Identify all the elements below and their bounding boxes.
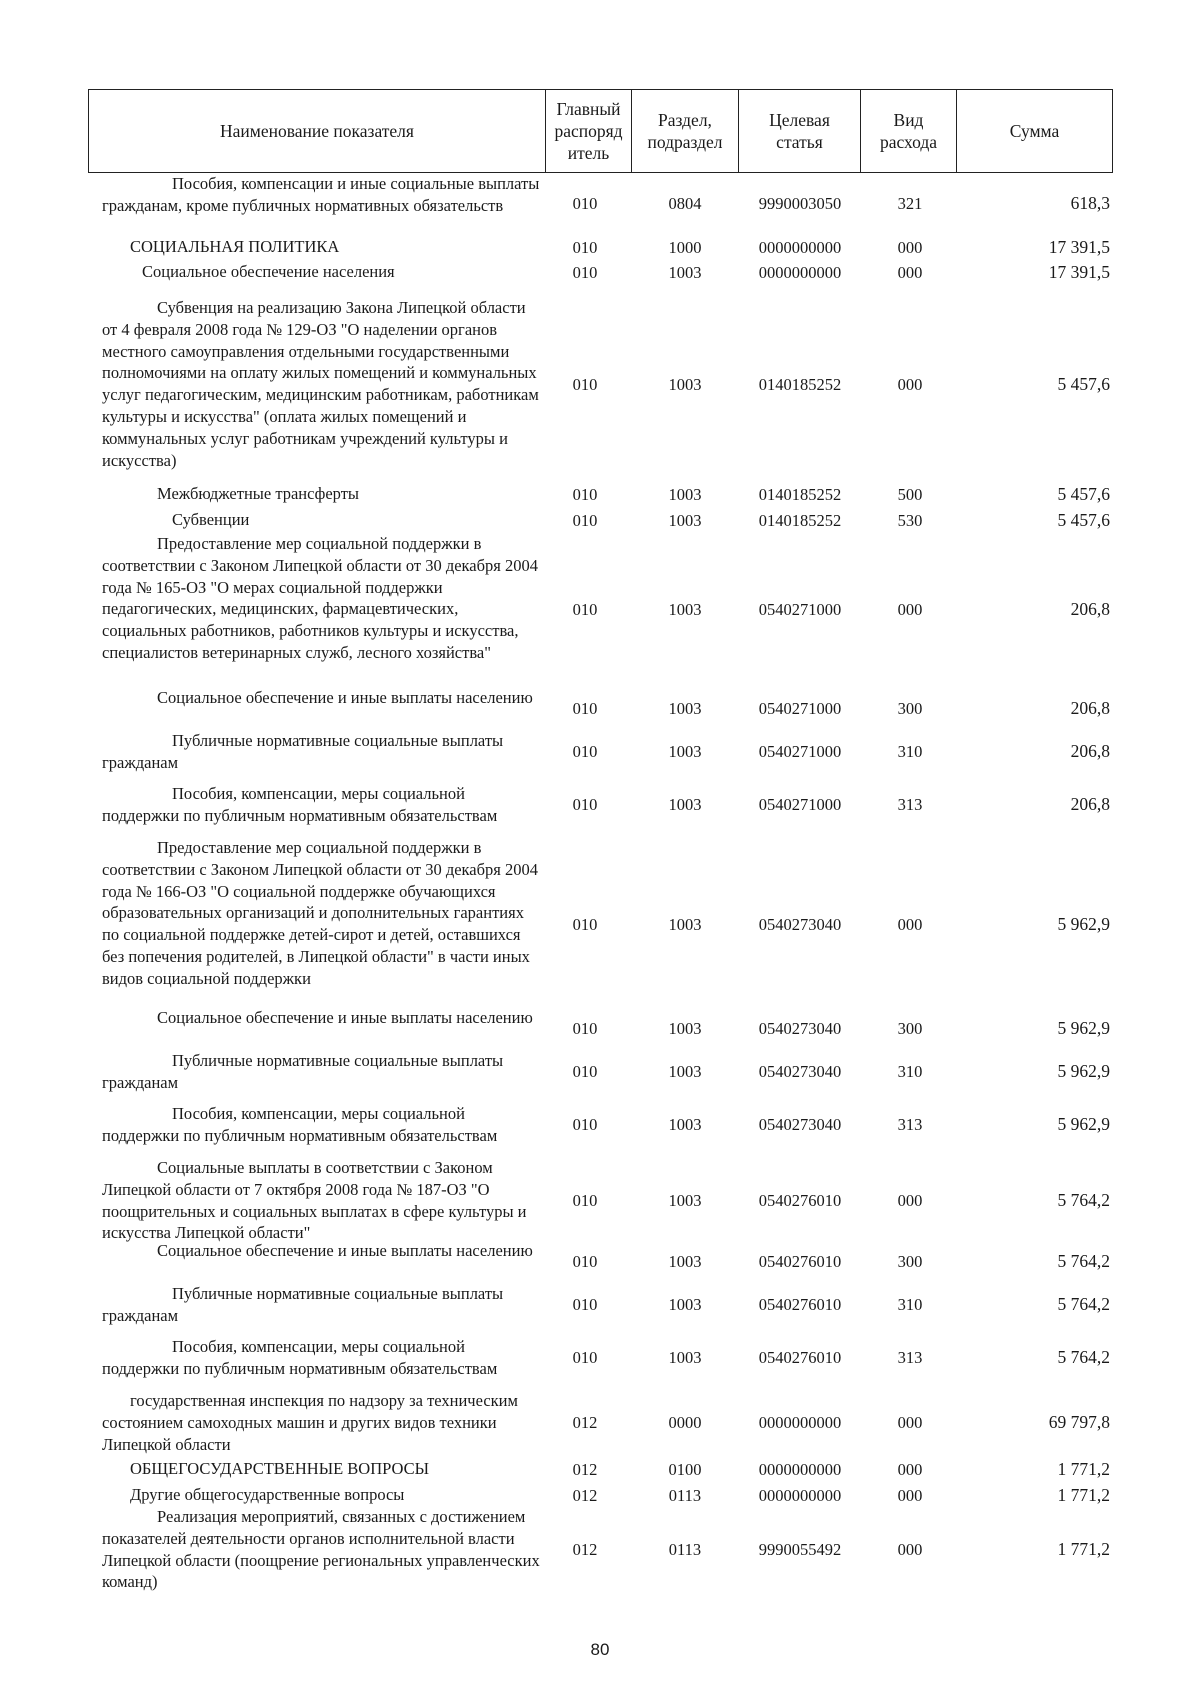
row-sum: 5 764,2 xyxy=(1057,1190,1110,1211)
row-vid: 000 xyxy=(897,1486,923,1506)
row-vid: 000 xyxy=(897,1191,923,1211)
row-cel: 0540276010 xyxy=(758,1191,842,1211)
row-sum: 206,8 xyxy=(1070,741,1110,762)
row-glav: 010 xyxy=(572,742,598,762)
row-glav: 010 xyxy=(572,1348,598,1368)
row-vid: 530 xyxy=(897,511,923,531)
row-cel: 0540271000 xyxy=(758,795,842,815)
row-glav: 010 xyxy=(572,194,598,214)
row-razd: 1003 xyxy=(668,1295,702,1315)
row-vid: 500 xyxy=(897,485,923,505)
table-row xyxy=(0,483,1200,507)
row-sum: 69 797,8 xyxy=(1048,1412,1110,1433)
row-name: Пособия, компенсации и иные социальные выплаты гражданам, кроме публичных нормативных обязательств xyxy=(102,174,540,215)
row-razd: 0000 xyxy=(668,1413,702,1433)
row-vid: 310 xyxy=(897,1295,923,1315)
row-glav: 012 xyxy=(572,1540,598,1560)
row-vid: 310 xyxy=(897,742,923,762)
table-row xyxy=(0,1240,1200,1284)
row-razd: 1003 xyxy=(668,699,702,719)
row-sum: 5 764,2 xyxy=(1057,1251,1110,1272)
row-vid: 300 xyxy=(897,1019,923,1039)
row-cel: 0140185252 xyxy=(758,511,842,531)
row-glav: 012 xyxy=(572,1460,598,1480)
row-sum: 5 962,9 xyxy=(1057,914,1110,935)
row-glav: 010 xyxy=(572,375,598,395)
row-name: Пособия, компенсации, меры социальной поддержки по публичным нормативным обязательствам xyxy=(102,1104,498,1145)
table-row xyxy=(0,1458,1200,1482)
table-row xyxy=(0,783,1200,827)
row-glav: 012 xyxy=(572,1413,598,1433)
row-cel: 0000000000 xyxy=(758,1460,842,1480)
row-razd: 1003 xyxy=(668,263,702,283)
row-vid: 000 xyxy=(897,263,923,283)
row-name: Другие общегосударственные вопросы xyxy=(130,1485,405,1504)
row-vid: 000 xyxy=(897,915,923,935)
row-sum: 206,8 xyxy=(1070,698,1110,719)
row-cel: 0000000000 xyxy=(758,238,842,258)
row-name: Пособия, компенсации, меры социальной поддержки по публичным нормативным обязательствам xyxy=(102,784,498,825)
row-cel: 0540271000 xyxy=(758,742,842,762)
row-razd: 0804 xyxy=(668,194,702,214)
row-sum: 17 391,5 xyxy=(1048,237,1110,258)
row-glav: 010 xyxy=(572,1295,598,1315)
row-name: Реализация мероприятий, связанных с достижением показателей деятельности органов исполнительной власти Липецкой области (поощрение региональных управленческих команд) xyxy=(102,1507,540,1592)
row-razd: 1003 xyxy=(668,485,702,505)
row-vid: 000 xyxy=(897,1540,923,1560)
row-razd: 1003 xyxy=(668,511,702,531)
row-razd: 1003 xyxy=(668,795,702,815)
row-name: Социальное обеспечение населения xyxy=(142,262,395,281)
table-row xyxy=(0,297,1200,473)
row-sum: 618,3 xyxy=(1070,193,1110,214)
row-name: государственная инспекция по надзору за техническим состоянием самоходных машин и других видов техники Липецкой области xyxy=(102,1391,518,1454)
row-glav: 010 xyxy=(572,485,598,505)
row-name: ОБЩЕГОСУДАРСТВЕННЫЕ ВОПРОСЫ xyxy=(130,1459,430,1478)
row-sum: 5 764,2 xyxy=(1057,1294,1110,1315)
row-glav: 012 xyxy=(572,1486,598,1506)
row-glav: 010 xyxy=(572,1019,598,1039)
header-cel: Целевая статья xyxy=(738,90,860,172)
row-name: Социальное обеспечение и иные выплаты населению xyxy=(157,688,533,707)
row-vid: 321 xyxy=(897,194,923,214)
row-cel: 0140185252 xyxy=(758,485,842,505)
row-razd: 1003 xyxy=(668,1252,702,1272)
table-row xyxy=(0,1390,1200,1456)
row-razd: 1003 xyxy=(668,375,702,395)
header-vid: Вид расхода xyxy=(860,90,956,172)
table-row xyxy=(0,837,1200,1013)
row-name: Пособия, компенсации, меры социальной поддержки по публичным нормативным обязательствам xyxy=(102,1337,498,1378)
row-glav: 010 xyxy=(572,795,598,815)
row-name: Социальное обеспечение и иные выплаты населению xyxy=(157,1241,533,1260)
row-name: Субвенции xyxy=(172,510,250,529)
row-cel: 0000000000 xyxy=(758,263,842,283)
table-row xyxy=(0,1336,1200,1380)
row-sum: 5 457,6 xyxy=(1057,510,1110,531)
row-cel: 0540276010 xyxy=(758,1252,842,1272)
row-name: Публичные нормативные социальные выплаты гражданам xyxy=(102,1051,504,1092)
row-sum: 206,8 xyxy=(1070,794,1110,815)
row-glav: 010 xyxy=(572,699,598,719)
row-vid: 300 xyxy=(897,1252,923,1272)
row-razd: 1003 xyxy=(668,1019,702,1039)
table-row xyxy=(0,1283,1200,1327)
row-vid: 313 xyxy=(897,1348,923,1368)
row-name: Публичные нормативные социальные выплаты гражданам xyxy=(102,731,504,772)
header-sum: Сумма xyxy=(956,90,1112,172)
row-name: Межбюджетные трансферты xyxy=(157,484,360,503)
row-name: Предоставление мер социальной поддержки в соответствии с Законом Липецкой области от 30 декабря 2004 года № 165-ОЗ "О мерах социальной поддержки педагогических, медицинских, фармацевтических, социальных работников, работников культуры и искусства, специалистов ветеринарных служб, лесного хозяйства" xyxy=(102,534,538,662)
row-razd: 1003 xyxy=(668,742,702,762)
row-cel: 0540273040 xyxy=(758,1019,842,1039)
row-name: Социальные выплаты в соответствии с Законом Липецкой области от 7 октября 2008 года № 187-ОЗ "О поощрительных и социальных выплатах в сфере культуры и искусства Липецкой области" xyxy=(102,1158,527,1243)
table-row xyxy=(0,1157,1200,1245)
row-sum: 1 771,2 xyxy=(1057,1539,1110,1560)
table-row xyxy=(0,509,1200,533)
row-glav: 010 xyxy=(572,238,598,258)
table-row xyxy=(0,730,1200,774)
table-row xyxy=(0,687,1200,731)
table-row xyxy=(0,533,1200,687)
row-glav: 010 xyxy=(572,1062,598,1082)
table-row xyxy=(0,173,1200,235)
row-cel: 0540276010 xyxy=(758,1348,842,1368)
table-row xyxy=(0,1050,1200,1094)
table-row xyxy=(0,261,1200,285)
row-glav: 010 xyxy=(572,600,598,620)
row-name: Предоставление мер социальной поддержки в соответствии с Законом Липецкой области от 30 декабря 2004 года № 166-ОЗ "О социальной поддержке обучающихся образовательных организаций и дополнительных гарантиях по социальной поддержке детей-сирот и детей, оставшихся без попечения родителей, в Липецкой области" в части иных видов социальной поддержки xyxy=(102,838,538,988)
row-cel: 0140185252 xyxy=(758,375,842,395)
table-row xyxy=(0,1484,1200,1508)
row-sum: 5 962,9 xyxy=(1057,1061,1110,1082)
row-cel: 0000000000 xyxy=(758,1486,842,1506)
row-cel: 0540273040 xyxy=(758,1062,842,1082)
row-glav: 010 xyxy=(572,1115,598,1135)
page-number: 80 xyxy=(590,1640,610,1659)
header-name: Наименование показателя xyxy=(220,121,414,141)
row-sum: 5 764,2 xyxy=(1057,1347,1110,1368)
row-razd: 0113 xyxy=(668,1486,702,1506)
row-razd: 1003 xyxy=(668,1191,702,1211)
row-name: Публичные нормативные социальные выплаты гражданам xyxy=(102,1284,504,1325)
row-sum: 1 771,2 xyxy=(1057,1459,1110,1480)
row-cel: 9990055492 xyxy=(758,1540,842,1560)
row-razd: 1003 xyxy=(668,1348,702,1368)
row-sum: 5 962,9 xyxy=(1057,1114,1110,1135)
table-row xyxy=(0,236,1200,260)
row-vid: 000 xyxy=(897,600,923,620)
row-razd: 1003 xyxy=(668,1062,702,1082)
row-cel: 0540273040 xyxy=(758,915,842,935)
row-vid: 313 xyxy=(897,795,923,815)
row-razd: 1003 xyxy=(668,600,702,620)
row-vid: 000 xyxy=(897,1460,923,1480)
row-razd: 1003 xyxy=(668,1115,702,1135)
row-cel: 9990003050 xyxy=(758,194,842,214)
row-sum: 5 962,9 xyxy=(1057,1018,1110,1039)
row-razd: 1003 xyxy=(668,915,702,935)
row-name: СОЦИАЛЬНАЯ ПОЛИТИКА xyxy=(130,237,340,256)
row-sum: 206,8 xyxy=(1070,599,1110,620)
row-vid: 000 xyxy=(897,1413,923,1433)
row-sum: 17 391,5 xyxy=(1048,262,1110,283)
row-glav: 010 xyxy=(572,915,598,935)
row-sum: 5 457,6 xyxy=(1057,374,1110,395)
row-name: Социальное обеспечение и иные выплаты населению xyxy=(157,1008,533,1027)
row-name: Субвенция на реализацию Закона Липецкой области от 4 февраля 2008 года № 129-ОЗ "О наделении органов местного самоуправления отдельными государственными полномочиями на оплату жилых помещений и коммунальных услуг педагогическим, медицинским работникам, работникам культуры и искусства" (оплата жилых помещений и коммунальных услуг работникам учреждений культуры и искусства) xyxy=(102,298,539,470)
row-vid: 310 xyxy=(897,1062,923,1082)
row-glav: 010 xyxy=(572,263,598,283)
row-sum: 5 457,6 xyxy=(1057,484,1110,505)
row-vid: 000 xyxy=(897,238,923,258)
row-razd: 1000 xyxy=(668,238,702,258)
header-glav: Главный распоряд итель xyxy=(545,90,631,172)
header-razd: Раздел, подраздел xyxy=(631,90,738,172)
row-razd: 0113 xyxy=(668,1540,702,1560)
table-row xyxy=(0,1007,1200,1051)
table-header xyxy=(88,89,1113,173)
row-glav: 010 xyxy=(572,1191,598,1211)
row-cel: 0540273040 xyxy=(758,1115,842,1135)
row-sum: 1 771,2 xyxy=(1057,1485,1110,1506)
row-cel: 0540271000 xyxy=(758,699,842,719)
row-vid: 000 xyxy=(897,375,923,395)
row-vid: 300 xyxy=(897,699,923,719)
row-cel: 0540271000 xyxy=(758,600,842,620)
table-row xyxy=(0,1103,1200,1147)
row-glav: 010 xyxy=(572,511,598,531)
row-glav: 010 xyxy=(572,1252,598,1272)
row-cel: 0000000000 xyxy=(758,1413,842,1433)
table-row xyxy=(0,1506,1200,1594)
row-cel: 0540276010 xyxy=(758,1295,842,1315)
row-razd: 0100 xyxy=(668,1460,702,1480)
row-vid: 313 xyxy=(897,1115,923,1135)
